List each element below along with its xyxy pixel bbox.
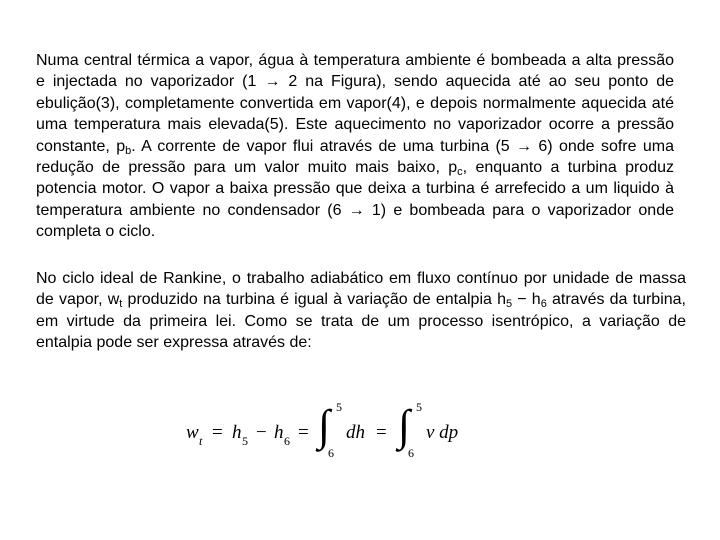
subscript-5: 5 <box>505 298 513 311</box>
equation-equals-1: = <box>212 422 223 443</box>
equation-equals-3: = <box>376 422 387 443</box>
subscript-b: b <box>125 144 132 157</box>
equation-h5-subscript: 5 <box>242 434 248 448</box>
subscript-c: c <box>457 166 463 179</box>
integral-sign-1: ∫ <box>318 401 331 450</box>
equation-minus: − <box>256 422 267 443</box>
integral2-upper-limit: 5 <box>416 400 422 414</box>
equation-h6: h <box>274 422 284 443</box>
equation-equals-2: = <box>298 422 309 443</box>
integrand-dh: dh <box>346 422 365 443</box>
integrand-vdp: v dp <box>426 422 459 443</box>
integral2-lower-limit: 6 <box>408 446 414 460</box>
integral-sign-2: ∫ <box>398 401 411 450</box>
paragraph2-text-2: produzido na turbina é igual à variação de entalpia h <box>122 291 506 309</box>
subscript-6: 6 <box>540 298 547 311</box>
equation-w: w <box>186 422 199 443</box>
equation-w-subscript: t <box>199 434 203 448</box>
paragraph1-text-1: Numa central térmica a vapor, água à temperatura ambiente é bombeada a alta pressão e injectada no vaporizador (1 → 2 na Figura), sendo aquecida até ao seu ponto de ebulição(3), completamente convertida em vapor(4), e depois normalmente aquecida até uma temperatura mais elevada(5). Este aquecimento no vaporizador ocorre a pressão constante, p <box>36 52 674 155</box>
paragraph2-text-3: − h <box>512 291 541 309</box>
paragraph1-text-3: , enquanto a turbina produz potencia motor. O vapor a baixa pressão que deixa a turbina é arrefecido a um liquido à temperatura ambiente no condensador (6 → 1) e bombeada para o vaporizador onde completa o ciclo. <box>36 159 674 241</box>
paragraph2-text-4: através da turbina, em virtude da primeira lei. Como se trata de um processo isentrópico, a variação de entalpia pode ser expressa através de: <box>36 291 686 352</box>
paragraph-rankine-cycle <box>36 268 686 354</box>
integral1-lower-limit: 6 <box>328 446 334 460</box>
work-equation <box>186 400 476 460</box>
equation-h6-subscript: 6 <box>284 434 290 448</box>
paragraph-steam-plant <box>36 50 674 243</box>
equation-h5: h <box>232 422 242 443</box>
paragraph2-text-1: No ciclo ideal de Rankine, o trabalho adiabático em fluxo contínuo por unidade de massa de vapor, w <box>36 270 686 309</box>
paragraph1-text-2: . A corrente de vapor flui através de uma turbina (5 → 6) onde sofre uma redução de pressão para um valor muito mais baixo, p <box>36 137 674 177</box>
subscript-t: t <box>119 298 123 311</box>
integral1-upper-limit: 5 <box>336 400 342 414</box>
